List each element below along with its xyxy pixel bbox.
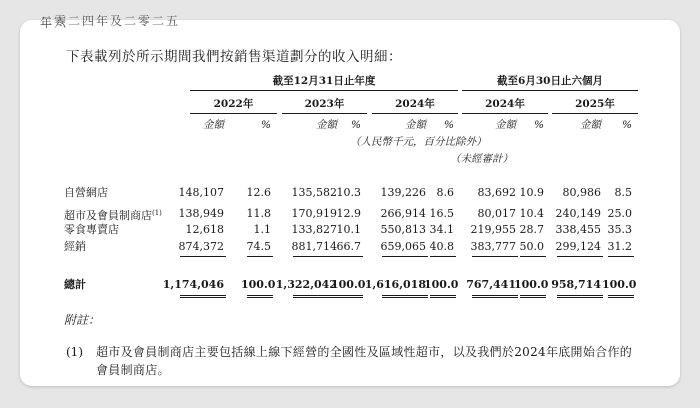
amount-cell: 383,777 [470, 240, 516, 253]
year-rule [462, 113, 548, 114]
column-rule [430, 256, 456, 257]
column-double-rule [337, 295, 363, 298]
amount-cell: 133,827 [291, 223, 337, 236]
row-label [64, 207, 162, 222]
row-label [64, 186, 108, 199]
column-double-rule [430, 295, 456, 298]
percent-subheader: % [351, 119, 361, 131]
total-percent-cell: 100.0 [424, 278, 459, 291]
column-double-rule [382, 295, 428, 298]
column-double-rule [472, 295, 518, 298]
year-rule [190, 113, 277, 114]
amount-cell: 550,813 [380, 223, 426, 236]
group-header-half-year: 截至6月30日止六個月 [497, 75, 603, 87]
column-double-rule [180, 295, 226, 298]
year-header: 2024年 [485, 98, 525, 110]
footnote-marker: (1) [152, 209, 162, 217]
group-rule-year [190, 90, 458, 91]
amount-cell: 12,618 [185, 223, 224, 236]
percent-cell: 8.5 [614, 186, 632, 199]
percent-cell: 8.6 [436, 186, 454, 199]
amount-subheader: 金額 [405, 119, 426, 131]
year-rule [282, 113, 367, 114]
amount-subheader: 金額 [203, 119, 224, 131]
year-rule [552, 113, 638, 114]
total-percent-cell: 100.0 [241, 278, 276, 291]
cropped-text-fragment: 二零二四年及二零二五年六 [40, 14, 181, 30]
percent-cell: 74.5 [246, 240, 271, 253]
amount-cell: 219,955 [470, 223, 516, 236]
percent-subheader: % [444, 119, 454, 131]
amount-cell: 138,949 [178, 207, 224, 220]
total-percent-cell: 100.0 [331, 278, 366, 291]
amount-cell: 80,986 [562, 186, 601, 199]
amount-cell: 80,017 [477, 207, 516, 220]
percent-subheader: % [534, 119, 544, 131]
column-rule [608, 256, 634, 257]
amount-cell: 338,455 [555, 223, 601, 236]
percent-cell: 25.0 [607, 207, 632, 220]
percent-subheader: % [261, 119, 271, 131]
column-rule [382, 256, 428, 257]
year-rule [372, 113, 458, 114]
total-label: 總計 [64, 278, 86, 291]
amount-subheader: 金額 [580, 119, 601, 131]
percent-cell: 31.2 [607, 240, 632, 253]
total-amount-cell: 1,322,042 [275, 278, 337, 291]
column-rule [337, 256, 363, 257]
intro-text: 下表載列於所示期間我們按銷售渠道劃分的收入明細： [66, 49, 402, 65]
document-card [20, 14, 680, 386]
row-label-text: 自營網店 [64, 186, 108, 199]
total-amount-cell: 1,174,046 [162, 278, 224, 291]
amount-cell: 83,692 [477, 186, 516, 199]
percent-cell: 34.1 [429, 223, 454, 236]
amount-cell: 135,582 [291, 186, 337, 199]
column-rule [247, 256, 273, 257]
amount-cell: 266,914 [380, 207, 426, 220]
year-header: 2025年 [575, 98, 615, 110]
total-percent-cell: 100.0 [602, 278, 637, 291]
column-double-rule [608, 295, 634, 298]
percent-cell: 66.7 [336, 240, 361, 253]
row-label-text: 超市及會員制商店 [64, 209, 152, 222]
unit-note: （人民幣千元，百分比除外） [350, 136, 487, 148]
amount-cell: 170,919 [291, 207, 337, 220]
percent-cell: 28.7 [519, 223, 544, 236]
note-text: 超市及會員制商店主要包括線上線下經營的全國性及區域性超市，以及我們於2024年底開始合作的會員制商店。 [96, 345, 633, 377]
column-rule [293, 256, 339, 257]
percent-cell: 40.8 [429, 240, 454, 253]
group-header-year: 截至12月31日止年度 [272, 75, 376, 87]
column-rule [520, 256, 546, 257]
percent-cell: 12.9 [336, 207, 361, 220]
year-header: 2022年 [213, 98, 254, 110]
total-amount-cell: 767,441 [466, 278, 516, 291]
unaudited-note: （未經審計） [450, 153, 513, 165]
column-double-rule [293, 295, 339, 298]
amount-subheader: 金額 [316, 119, 337, 131]
total-percent-cell: 100.0 [514, 278, 549, 291]
percent-cell: 50.0 [519, 240, 544, 253]
column-double-rule [557, 295, 603, 298]
amount-cell: 874,372 [178, 240, 224, 253]
amount-cell: 299,124 [555, 240, 601, 253]
row-label [64, 223, 119, 236]
column-double-rule [247, 295, 273, 298]
year-header: 2024年 [395, 98, 435, 110]
column-double-rule [520, 295, 546, 298]
percent-cell: 1.1 [253, 223, 271, 236]
percent-cell: 16.5 [429, 207, 454, 220]
percent-cell: 12.6 [246, 186, 271, 199]
row-label [64, 240, 86, 253]
amount-cell: 240,149 [555, 207, 601, 220]
percent-cell: 11.8 [246, 207, 271, 220]
row-label-text: 零食專賣店 [64, 223, 119, 236]
amount-cell: 139,226 [380, 186, 426, 199]
amount-cell: 148,107 [178, 186, 224, 199]
amount-subheader: 金額 [495, 119, 516, 131]
notes-title: 附註： [64, 313, 101, 327]
total-amount-cell: 1,616,018 [364, 278, 426, 291]
amount-cell: 881,714 [291, 240, 337, 253]
total-amount-cell: 958,714 [551, 278, 601, 291]
note-index: (1) [66, 345, 83, 359]
group-rule-half-year [462, 90, 638, 91]
column-rule [557, 256, 603, 257]
amount-cell: 659,065 [380, 240, 426, 253]
percent-cell: 10.1 [336, 223, 361, 236]
percent-cell: 10.3 [336, 186, 361, 199]
percent-cell: 35.3 [607, 223, 632, 236]
year-header: 2023年 [304, 98, 345, 110]
percent-cell: 10.4 [519, 207, 544, 220]
percent-subheader: % [622, 119, 632, 131]
column-rule [180, 256, 226, 257]
column-rule [472, 256, 518, 257]
row-label-text: 經銷 [64, 240, 86, 253]
percent-cell: 10.9 [519, 186, 544, 199]
